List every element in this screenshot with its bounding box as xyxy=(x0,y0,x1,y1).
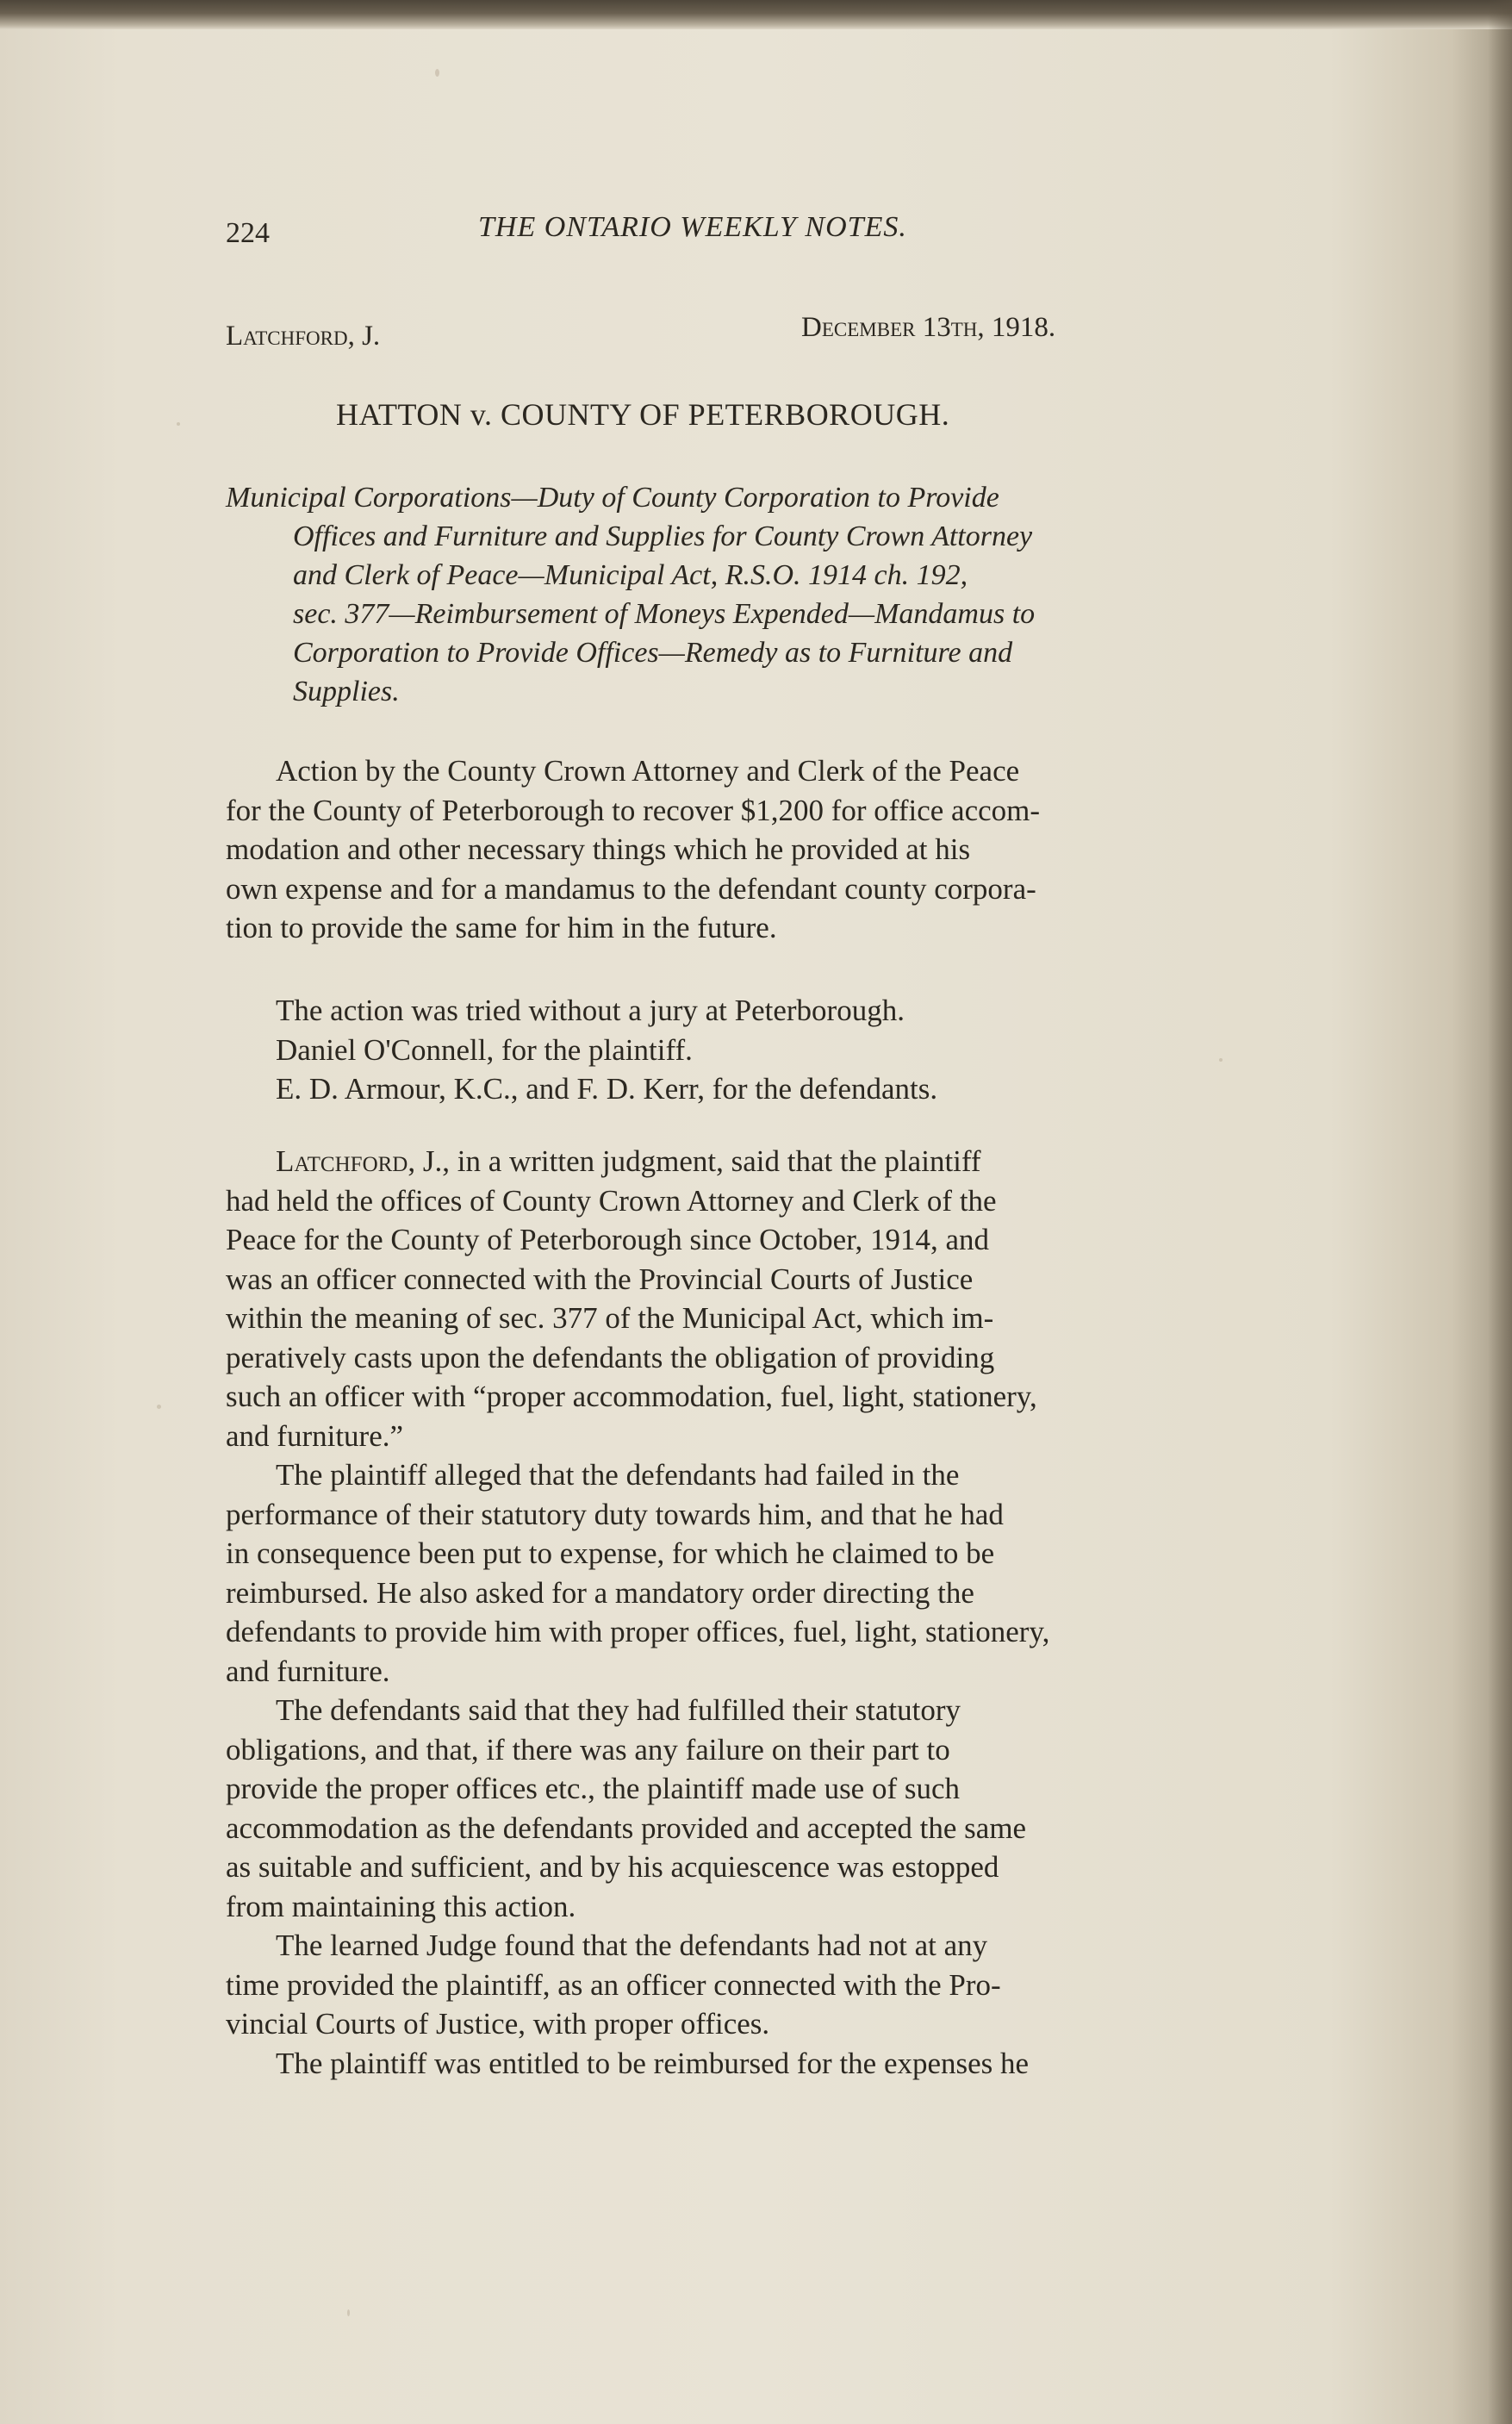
paragraph-line: tion to provide the same for him in the future. xyxy=(226,911,777,944)
judgment-author: Latchford xyxy=(276,1144,408,1178)
page-number: 224 xyxy=(226,217,270,249)
paragraph-line: time provided the plaintiff, as an officer connected with the Pro- xyxy=(226,1967,1001,2002)
paragraph-line: The plaintiff was entitled to be reimbursed for the expenses he xyxy=(276,2046,1030,2080)
judge-name: Latchford, J. xyxy=(226,321,381,352)
paper-speck xyxy=(347,2309,350,2316)
paragraph-line: for the County of Peterborough to recover $1,200 for office accom- xyxy=(226,793,1041,827)
journal-title: THE ONTARIO WEEKLY NOTES. xyxy=(478,211,907,243)
intro-paragraph xyxy=(226,751,1260,948)
counsel-defendants: E. D. Armour, K.C., and F. D. Kerr, for the defendants. xyxy=(276,1072,938,1106)
trial-line: The action was tried without a jury at Peterborough. xyxy=(276,994,905,1027)
page-right-edge-shadow xyxy=(1488,0,1512,2424)
trial-details xyxy=(226,991,1260,1109)
headnote-line: sec. 377—Reimbursement of Moneys Expended—Mandamus to xyxy=(293,598,1036,630)
paragraph-line: had held the offices of County Crown Attorney and Clerk of the xyxy=(226,1183,997,1218)
paragraph-line: in consequence been put to expense, for which he claimed to be xyxy=(226,1536,995,1570)
paragraph-line: peratively casts upon the defendants the obligation of providing xyxy=(226,1340,995,1374)
paragraph-line: from maintaining this action. xyxy=(226,1889,576,1923)
paragraph-line: as suitable and sufficient, and by his acquiescence was estopped xyxy=(226,1850,999,1884)
headnote-line: Offices and Furniture and Supplies for County Crown Attorney xyxy=(293,520,1033,552)
paragraph-line: The learned Judge found that the defendants had not at any xyxy=(276,1929,988,1962)
paragraph-line: was an officer connected with the Provincial Courts of Justice xyxy=(226,1262,974,1296)
paper-speck xyxy=(435,69,439,77)
headnote-line: and Clerk of Peace—Municipal Act, R.S.O. 1914 ch. 192, xyxy=(293,559,968,591)
paragraph-line: performance of their statutory duty towards him, and that he had xyxy=(226,1497,1004,1531)
paragraph-line: provide the proper offices etc., the plaintiff made use of such xyxy=(226,1772,961,1805)
paragraph-line: and furniture.” xyxy=(226,1418,404,1453)
headnote-line: Supplies. xyxy=(293,676,400,707)
paragraph-line: modation and other necessary things which he provided at his xyxy=(226,832,971,866)
paragraph-line: The plaintiff alleged that the defendants had failed in the xyxy=(276,1458,960,1492)
paragraph-line: accommodation as the defendants provided and accepted the same xyxy=(226,1810,1027,1845)
counsel-plaintiff: Daniel O'Connell, for the plaintiff. xyxy=(276,1032,693,1067)
paragraph-line: own expense and for a mandamus to the defendant county corpora- xyxy=(226,871,1036,906)
paragraph-line: Action by the County Crown Attorney and Clerk of the Peace xyxy=(276,754,1020,788)
paragraph-line: defendants to provide him with proper offices, fuel, light, stationery, xyxy=(226,1615,1050,1648)
paper-speck xyxy=(177,422,180,426)
paper-speck xyxy=(157,1405,161,1409)
headnote xyxy=(226,478,1260,711)
judgment-opening-line xyxy=(226,1142,1260,1181)
paragraph-line: and furniture. xyxy=(226,1654,390,1688)
paragraph-line: obligations, and that, if there was any failure on their part to xyxy=(226,1732,950,1767)
paragraph-line: within the meaning of sec. 377 of the Municipal Act, which im- xyxy=(226,1301,994,1335)
judgment-date: December 13th, 1918. xyxy=(801,312,1056,343)
paragraph-line: The defendants said that they had fulfilled their statutory xyxy=(276,1693,961,1727)
paragraph-line: such an officer with “proper accommodation, fuel, light, stationery, xyxy=(226,1380,1037,1413)
judgment-opening-text: , J., in a written judgment, said that the plaintiff xyxy=(408,1144,981,1178)
paragraph-line: vincial Courts of Justice, with proper offices. xyxy=(226,2007,770,2041)
page-top-edge xyxy=(0,0,1512,29)
judgment-body xyxy=(226,1142,1260,2083)
headnote-line: Corporation to Provide Offices—Remedy as to Furniture and xyxy=(293,637,1013,669)
headnote-line: Municipal Corporations—Duty of County Corporation to Provide xyxy=(226,482,999,514)
case-title: HATTON v. COUNTY OF PETERBOROUGH. xyxy=(336,397,950,432)
paragraph-line: reimbursed. He also asked for a mandatory order directing the xyxy=(226,1575,974,1610)
paragraph-line: Peace for the County of Peterborough since October, 1914, and xyxy=(226,1223,989,1256)
